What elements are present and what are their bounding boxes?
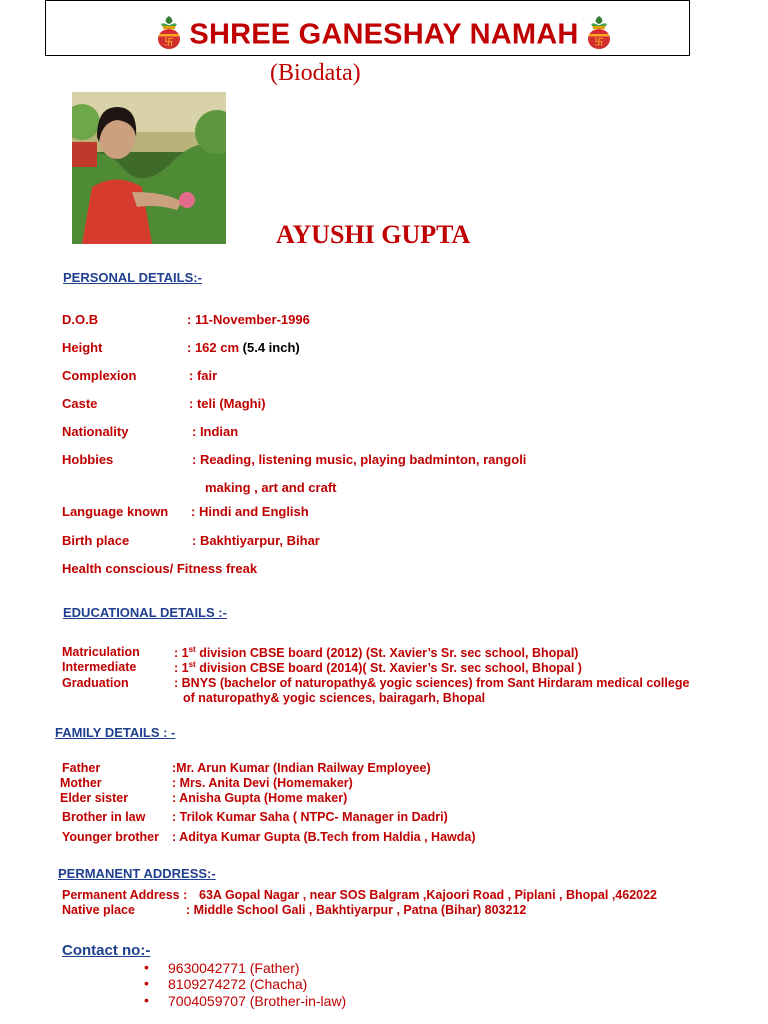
language-value: : Hindi and English bbox=[191, 504, 309, 519]
kalash-icon bbox=[585, 15, 613, 51]
subtitle: (Biodata) bbox=[270, 60, 361, 86]
contact-item bbox=[144, 959, 300, 976]
younger-brother-value: : Aditya Kumar Gupta (B.Tech from Haldia , Hawda) bbox=[172, 830, 476, 844]
birthplace-value: : Bakhtiyarpur, Bihar bbox=[192, 533, 320, 548]
education-heading: EDUCATIONAL DETAILS :- bbox=[63, 605, 227, 620]
grad-value: : BNYS (bachelor of naturopathy& yogic sciences) from Sant Hirdaram medical college bbox=[174, 676, 690, 690]
matric-value bbox=[174, 645, 578, 660]
inter-text: division CBSE board (2014)( St. Xavier’s Sr. sec school, Bhopal ) bbox=[195, 661, 582, 676]
native-place-label: Native place bbox=[62, 903, 135, 917]
hobbies-label: Hobbies bbox=[62, 452, 114, 467]
bullet-icon: • bbox=[144, 992, 149, 1008]
brother-in-law-value: : Trilok Kumar Saha ( NTPC- Manager in Dadri) bbox=[172, 810, 448, 824]
brother-in-law-label: Brother in law bbox=[62, 810, 146, 824]
profile-photo bbox=[72, 92, 226, 244]
matric-label: Matriculation bbox=[62, 645, 140, 659]
permanent-address-value: 63A Gopal Nagar , near SOS Balgram ,Kajoori Road , Piplani , Bhopal ,462022 bbox=[199, 888, 658, 902]
grad-value-line2: of naturopathy& yogic sciences, bairagarh, Bhopal bbox=[183, 691, 486, 705]
matric-prefix: : 1 bbox=[174, 646, 189, 661]
inter-label: Intermediate bbox=[62, 660, 137, 674]
birthplace-label: Birth place bbox=[62, 533, 130, 548]
address-heading: PERMANENT ADDRESS:- bbox=[58, 866, 216, 881]
inter-value bbox=[174, 660, 582, 675]
height-cm: : 162 cm bbox=[187, 340, 240, 355]
matric-sup: st bbox=[188, 645, 196, 654]
complexion-label: Complexion bbox=[62, 368, 137, 383]
kalash-icon bbox=[155, 15, 183, 51]
contact-text: 9630042771 (Father) bbox=[168, 960, 300, 976]
bullet-icon: • bbox=[144, 975, 149, 991]
complexion-value: : fair bbox=[189, 368, 218, 383]
sister-label: Elder sister bbox=[60, 791, 129, 805]
personal-details-heading: PERSONAL DETAILS:- bbox=[63, 270, 202, 285]
contact-text: 7004059707 (Brother-in-law) bbox=[168, 993, 347, 1009]
contact-item bbox=[144, 975, 308, 992]
sister-value: : Anisha Gupta (Home maker) bbox=[172, 791, 348, 805]
hobbies-value: : Reading, listening music, playing badminton, rangoli bbox=[192, 452, 527, 467]
health-note: Health conscious/ Fitness freak bbox=[62, 561, 258, 576]
mother-label: Mother bbox=[60, 776, 102, 790]
dob-value: : 11-November-1996 bbox=[187, 312, 310, 327]
inter-prefix: : 1 bbox=[174, 661, 189, 676]
hobbies-value-line2: making , art and craft bbox=[205, 480, 337, 495]
caste-value: : teli (Maghi) bbox=[189, 396, 266, 411]
contact-text: 8109274272 (Chacha) bbox=[168, 976, 308, 992]
contact-heading: Contact no:- bbox=[62, 942, 151, 959]
grad-label: Graduation bbox=[62, 676, 129, 690]
svg-text:卐: 卐 bbox=[593, 38, 604, 48]
height-value bbox=[187, 340, 300, 355]
dob-label: D.O.B bbox=[62, 312, 99, 327]
caste-label: Caste bbox=[62, 396, 98, 411]
nationality-label: Nationality bbox=[62, 424, 129, 439]
father-label: Father bbox=[62, 761, 101, 775]
matric-text: division CBSE board (2012) (St. Xavier’s Sr. sec school, Bhopal) bbox=[195, 646, 579, 661]
family-heading: FAMILY DETAILS : - bbox=[55, 725, 176, 740]
contact-item bbox=[144, 992, 347, 1009]
page-title bbox=[0, 18, 768, 54]
mother-value: : Mrs. Anita Devi (Homemaker) bbox=[172, 776, 353, 790]
title-text: SHREE GANESHAY NAMAH bbox=[189, 18, 579, 51]
native-place-value: : Middle School Gali , Bakhtiyarpur , Patna (Bihar) 803212 bbox=[186, 903, 527, 917]
height-label: Height bbox=[62, 340, 103, 355]
height-inch: (5.4 inch) bbox=[242, 340, 300, 355]
bullet-icon: • bbox=[144, 959, 149, 975]
nationality-value: : Indian bbox=[192, 424, 239, 439]
inter-sup: st bbox=[188, 660, 196, 669]
permanent-address-label: Permanent Address : bbox=[62, 888, 188, 902]
svg-text:卐: 卐 bbox=[164, 38, 175, 48]
candidate-name: AYUSHI GUPTA bbox=[276, 220, 471, 249]
father-value: :Mr. Arun Kumar (Indian Railway Employee) bbox=[172, 761, 431, 775]
language-label: Language known bbox=[62, 504, 169, 519]
younger-brother-label: Younger brother bbox=[62, 830, 159, 844]
